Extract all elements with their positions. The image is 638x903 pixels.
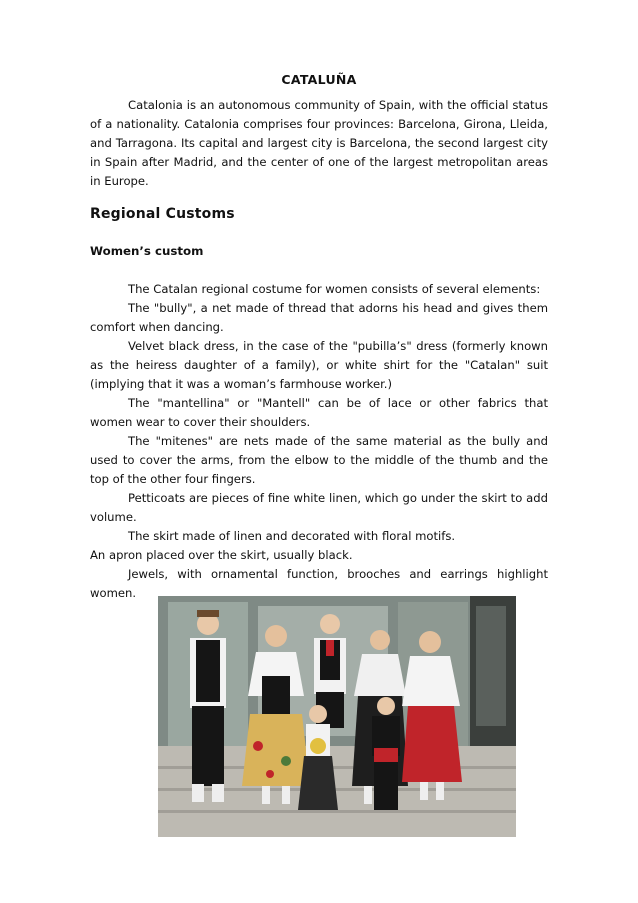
intro-paragraph: Catalonia is an autonomous community of Spain, with the official status of a nationality. Catalonia comprises four provinces: Barcelona, Girona, Lleida, and Tarragona. Its capital and largest city is Barcelona, the second largest city in Spain after Madrid, and the center of one of the largest metropolitan areas in Europe.: [90, 98, 548, 188]
step-edge: [158, 788, 516, 791]
door-glass: [476, 606, 506, 726]
paragraph: An apron placed over the skirt, usually black.: [90, 548, 353, 562]
person-man-left: [190, 610, 226, 802]
step-edge: [158, 810, 516, 813]
paragraph: The "bully", a net made of thread that adorns his head and gives them comfort when dancing.: [90, 301, 548, 334]
paragraph: The skirt made of linen and decorated with floral motifs.: [128, 529, 456, 543]
paragraph: Petticoats are pieces of fine white linen, which go under the skirt to add volume.: [90, 491, 548, 524]
paragraph: The Catalan regional costume for women consists of several elements:: [128, 282, 541, 296]
costume-description: [90, 280, 548, 603]
subsection-heading: Women’s custom: [90, 244, 204, 258]
paragraph: The "mitenes" are nets made of the same material as the bully and used to cover the arms, from the elbow to the middle of the thumb and the top of the other four fingers.: [90, 434, 548, 486]
paragraph: Jewels, with ornamental function, brooches and earrings highlight women.: [90, 567, 548, 600]
costume-photo-illustration: [158, 596, 516, 837]
page-title: CATALUÑA: [281, 72, 357, 87]
paragraph: The "mantellina" or "Mantell" can be of lace or other fabrics that women wear to cover their shoulders.: [90, 396, 548, 429]
costume-photo: [158, 596, 516, 837]
section-heading: Regional Customs: [90, 206, 235, 222]
paragraph: Velvet black dress, in the case of the "pubilla’s" dress (formerly known as the heiress daughter of a family), or white shirt for the "Catalan" suit (implying that it was a woman’s farmhouse worker.): [90, 339, 548, 391]
